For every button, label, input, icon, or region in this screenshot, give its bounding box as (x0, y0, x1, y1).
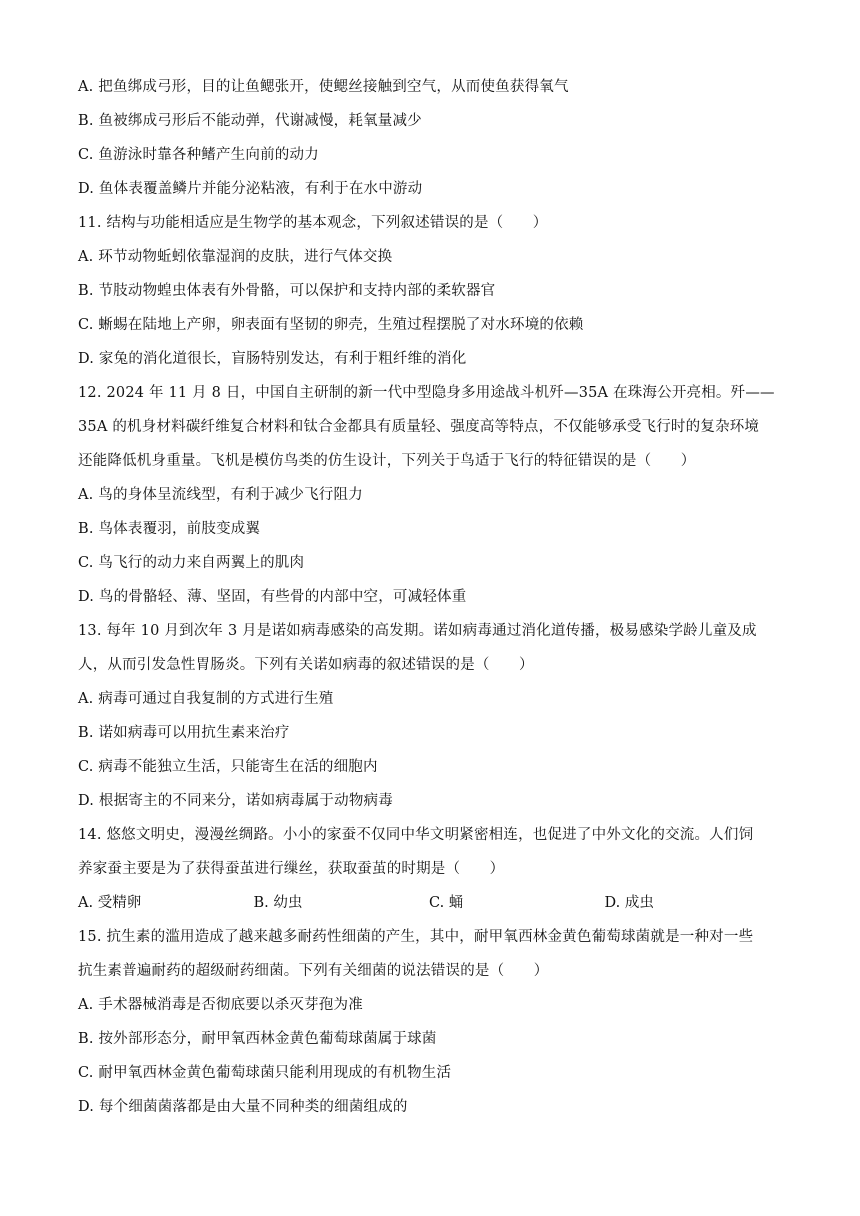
question-11-stem: 11. 结构与功能相适应是生物学的基本观念，下列叙述错误的是（ ） (78, 215, 548, 231)
question-14-options-row (78, 886, 780, 920)
question-14-stem-line-1: 14. 悠悠文明史，漫漫丝绸路。小小的家蚕不仅同中华文明紧密相连，也促进了中外文化的交流。人们饲 (78, 827, 754, 843)
page-content (78, 70, 780, 1124)
option-13-a: A. 病毒可通过自我复制的方式进行生殖 (78, 691, 334, 707)
option-14-b: B. 幼虫 (253, 895, 303, 911)
option-10-b: B. 鱼被绑成弓形后不能动弹，代谢减慢，耗氧量减少 (78, 113, 422, 129)
option-12-d: D. 鸟的骨骼轻、薄、坚固，有些骨的内部中空，可减轻体重 (78, 589, 467, 605)
question-12-stem-line-3: 还能降低机身重量。飞机是模仿鸟类的仿生设计，下列关于鸟适于飞行的特征错误的是（ ） (78, 453, 696, 469)
question-14-stem-line-2: 养家蚕主要是为了获得蚕茧进行缫丝，获取蚕茧的时期是（ ） (78, 861, 505, 877)
option-13-b: B. 诺如病毒可以用抗生素来治疗 (78, 725, 290, 741)
question-10-options (78, 70, 780, 206)
option-15-a: A. 手术器械消毒是否彻底要以杀灭芽孢为准 (78, 997, 363, 1013)
option-12-b: B. 鸟体表覆羽，前肢变成翼 (78, 521, 261, 537)
option-10-c: C. 鱼游泳时靠各种鳍产生向前的动力 (78, 147, 319, 163)
question-12-stem-line-1: 12. 2024 年 11 月 8 日，中国自主研制的新一代中型隐身多用途战斗机歼—35A 在珠海公开亮相。歼—— (78, 385, 775, 401)
option-11-d: D. 家兔的消化道很长，盲肠特别发达，有利于粗纤维的消化 (78, 351, 467, 367)
option-11-b: B. 节肢动物蝗虫体表有外骨骼，可以保护和支持内部的柔软器官 (78, 283, 496, 299)
option-12-a: A. 鸟的身体呈流线型，有利于减少飞行阻力 (78, 487, 363, 503)
question-13 (78, 614, 780, 818)
option-15-b: B. 按外部形态分，耐甲氧西林金黄色葡萄球菌属于球菌 (78, 1031, 437, 1047)
option-14-d: D. 成虫 (604, 895, 654, 911)
question-15 (78, 920, 780, 1124)
option-11-a: A. 环节动物蚯蚓依靠湿润的皮肤，进行气体交换 (78, 249, 393, 265)
question-14 (78, 818, 780, 920)
question-15-stem-line-2: 抗生素普遍耐药的超级耐药细菌。下列有关细菌的说法错误的是（ ） (78, 963, 549, 979)
option-13-c: C. 病毒不能独立生活，只能寄生在活的细胞内 (78, 759, 378, 775)
option-11-c: C. 蜥蜴在陆地上产卵，卵表面有坚韧的卵壳，生殖过程摆脱了对水环境的依赖 (78, 317, 584, 333)
question-13-stem-line-1: 13. 每年 10 月到次年 3 月是诺如病毒感染的高发期。诺如病毒通过消化道传播，极易感染学龄儿童及成 (78, 623, 757, 639)
option-10-d: D. 鱼体表覆盖鳞片并能分泌粘液，有利于在水中游动 (78, 181, 423, 197)
question-15-stem-line-1: 15. 抗生素的滥用造成了越来越多耐药性细菌的产生，其中，耐甲氧西林金黄色葡萄球菌就是一种对一些 (78, 929, 754, 945)
option-14-c: C. 蛹 (429, 895, 464, 911)
option-14-a: A. 受精卵 (78, 895, 142, 911)
option-15-c: C. 耐甲氧西林金黄色葡萄球菌只能利用现成的有机物生活 (78, 1065, 452, 1081)
question-11 (78, 206, 780, 376)
option-13-d: D. 根据寄主的不同来分，诺如病毒属于动物病毒 (78, 793, 393, 809)
question-12-stem-line-2: 35A 的机身材料碳纤维复合材料和钛合金都具有质量轻、强度高等特点，不仅能够承受飞行时的复杂环境 (78, 419, 760, 435)
option-12-c: C. 鸟飞行的动力来自两翼上的肌肉 (78, 555, 305, 571)
option-15-d: D. 每个细菌菌落都是由大量不同种类的细菌组成的 (78, 1099, 408, 1115)
question-13-stem-line-2: 人，从而引发急性胃肠炎。下列有关诺如病毒的叙述错误的是（ ） (78, 657, 534, 673)
question-12 (78, 376, 780, 614)
option-10-a: A. 把鱼绑成弓形，目的让鱼鳃张开，使鳃丝接触到空气，从而使鱼获得氧气 (78, 79, 569, 95)
